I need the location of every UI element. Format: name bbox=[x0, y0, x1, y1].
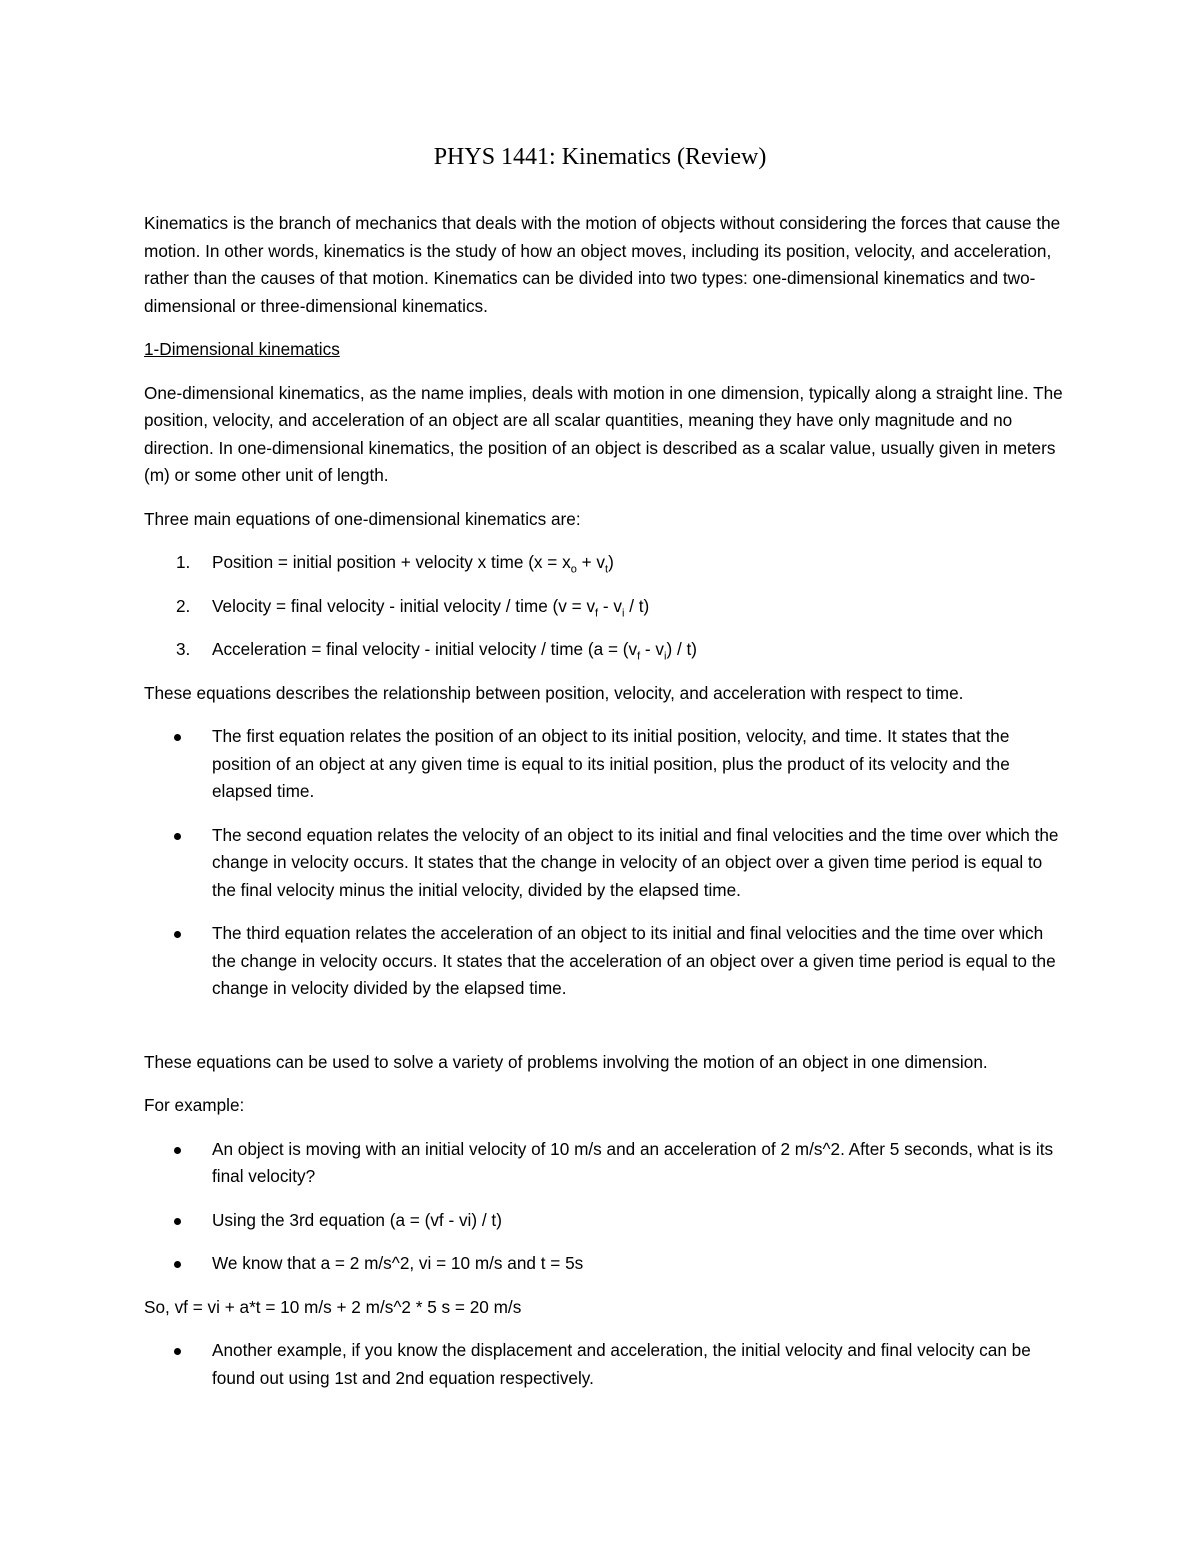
list-item-text: The second equation relates the velocity of an object to its initial and final velocities and the time over which the change in velocity occurs. It states that the change in velocity of an object over a given time period is equal to the final velocity minus the initial velocity, divided by the elapsed time. bbox=[212, 824, 1059, 900]
document-body bbox=[144, 210, 1064, 1408]
list-item-text: An object is moving with an initial velocity of 10 m/s and an acceleration of 2 m/s^2. After 5 seconds, what is its final velocity? bbox=[212, 1138, 1054, 1186]
solution-line: So, vf = vi + a*t = 10 m/s + 2 m/s^2 * 5 s = 20 m/s bbox=[144, 1296, 522, 1317]
bullet-icon bbox=[174, 1218, 181, 1225]
list-item-text: Using the 3rd equation (a = (vf - vi) / t) bbox=[212, 1209, 502, 1230]
equation-subscript: t bbox=[605, 563, 609, 576]
list-item-text: The first equation relates the position of an object to its initial position, velocity, and time. It states that the position of an object at any given time is equal to its initial position, plus the product of its velocity and the elapsed time. bbox=[212, 726, 1010, 801]
bullet-icon bbox=[174, 833, 181, 840]
equation-text-end: ) / t) bbox=[666, 639, 698, 659]
list-item-text: Another example, if you know the displacement and acceleration, the initial velocity and final velocity can be found out using 1st and 2nd equation respectively. bbox=[212, 1340, 1031, 1388]
list-item bbox=[144, 1250, 1064, 1278]
equation-text-mid: + v bbox=[576, 552, 606, 572]
bullet-icon bbox=[174, 734, 181, 741]
section-paragraph: One-dimensional kinematics, as the name implies, deals with motion in one dimension, typically along a straight line. The position, velocity, and acceleration of an object are all scalar quantities, meaning they have only magnitude and no direction. In one-dimensional kinematics, the position of an object is described as a scalar value, usually given in meters (m) or some other unit of length. bbox=[144, 382, 1063, 485]
list-item-text: We know that a = 2 m/s^2, vi = 10 m/s and t = 5s bbox=[212, 1253, 584, 1273]
section-heading: 1-Dimensional kinematics bbox=[144, 339, 340, 359]
usage-paragraph: These equations can be used to solve a variety of problems involving the motion of an object in one dimension. bbox=[144, 1051, 988, 1072]
list-item bbox=[144, 920, 1064, 1003]
equation-subscript: i bbox=[664, 650, 667, 663]
equation-item bbox=[144, 636, 1064, 664]
list-item bbox=[144, 1337, 1064, 1392]
intro-paragraph: Kinematics is the branch of mechanics that deals with the motion of objects without considering the forces that cause the motion. In other words, kinematics is the study of how an object moves, including its position, velocity, and acceleration, rather than the causes of that motion. Kinematics can be divided into two types: one-dimensional kinematics and two-dimensional or three-dimensional kinematics. bbox=[144, 213, 1061, 316]
list-number: 3. bbox=[176, 639, 191, 659]
page-title: PHYS 1441: Kinematics (Review) bbox=[433, 144, 767, 170]
equation-text-mid: - v bbox=[598, 595, 622, 616]
list-item-text: The third equation relates the acceleration of an object to its initial and final velocities and the time over which the change in velocity occurs. It states that the acceleration of an object over a given time period is equal to the change in velocity divided by the elapsed time. bbox=[212, 923, 1056, 998]
example-label: For example: bbox=[144, 1095, 245, 1115]
equation-text-end: / t) bbox=[624, 595, 650, 616]
equation-text: Velocity = final velocity - initial velocity / time (v = v bbox=[212, 595, 596, 616]
list-item bbox=[144, 822, 1064, 905]
bullet-icon bbox=[174, 931, 181, 938]
equations-intro: Three main equations of one-dimensional kinematics are: bbox=[144, 508, 581, 529]
equation-text-mid: - v bbox=[640, 639, 665, 659]
equation-item bbox=[144, 593, 1064, 621]
equation-subscript: i bbox=[621, 606, 625, 619]
equation-subscript: f bbox=[595, 606, 599, 619]
equations-list bbox=[144, 549, 1064, 664]
equation-item bbox=[144, 549, 1064, 577]
list-item bbox=[144, 723, 1064, 806]
equation-text-end: ) bbox=[608, 552, 614, 572]
explanations-list bbox=[144, 723, 1064, 1003]
bullet-icon bbox=[174, 1147, 181, 1154]
list-item bbox=[144, 1207, 1064, 1235]
list-item bbox=[144, 1136, 1064, 1191]
relationship-paragraph: These equations describes the relationship between position, velocity, and acceleration with respect to time. bbox=[144, 682, 964, 703]
bullet-icon bbox=[174, 1261, 181, 1268]
example-list bbox=[144, 1136, 1064, 1278]
equation-text: Position = initial position + velocity x time (x = x bbox=[212, 552, 571, 572]
list-number: 2. bbox=[176, 595, 191, 616]
equation-subscript: o bbox=[570, 563, 577, 576]
equation-subscript: f bbox=[637, 650, 641, 663]
equation-text: Acceleration = final velocity - initial velocity / time (a = (v bbox=[212, 639, 638, 659]
list-number: 1. bbox=[176, 552, 191, 572]
final-list bbox=[144, 1337, 1064, 1392]
bullet-icon bbox=[174, 1348, 181, 1355]
